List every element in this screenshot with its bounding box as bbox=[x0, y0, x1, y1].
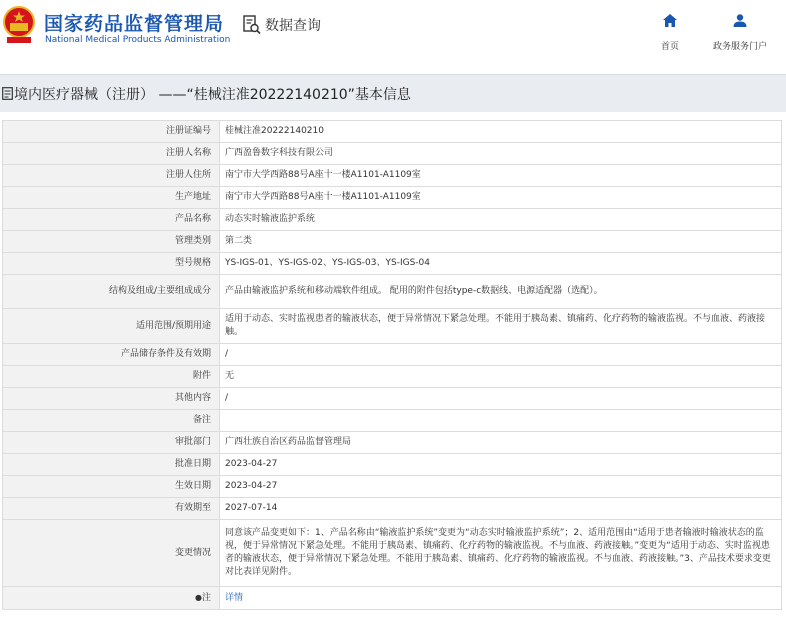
page-title-bar bbox=[0, 74, 786, 112]
field-label: 注册证编号 bbox=[3, 121, 220, 143]
table-row bbox=[3, 275, 782, 309]
site-header bbox=[0, 0, 786, 70]
field-label: 有效期至 bbox=[3, 498, 220, 520]
field-value: YS-IGS-01、YS-IGS-02、YS-IGS-03、YS-IGS-04 bbox=[220, 253, 782, 275]
field-value: 产品由输液监护系统和移动端软件组成。 配用的附件包括type-c数据线、电源适配器（选配）。 bbox=[220, 275, 782, 309]
table-row bbox=[3, 366, 782, 388]
page-title: 境内医疗器械（注册） ——“桂械注准20222140210”基本信息 bbox=[14, 87, 411, 103]
field-label: 注册人名称 bbox=[3, 143, 220, 165]
home-icon bbox=[663, 14, 677, 27]
nav-home-label: 首页 bbox=[660, 42, 679, 52]
field-value: 同意该产品变更如下：1、产品名称由“输液监护系统”变更为“动态实时输液监护系统”；2、适用范围由“适用于患者输液时输液状态的监视，便于异常情况下紧急处理。不能用于胰岛素、镇痛药、化疗药物的输液监视。不与血液、药液接触。”变更为“适用于动态、实时监视患者的输液状态，便于异常情况下紧急处理。不能用于胰岛素、镇痛药、化疗药物的输液监视。不与血液、药液接触。”3、产品技术要求变更对比表详见附件。 bbox=[220, 520, 782, 587]
field-value: 无 bbox=[220, 366, 782, 388]
table-row bbox=[3, 231, 782, 253]
table-row bbox=[3, 209, 782, 231]
field-label: 适用范围/预期用途 bbox=[3, 309, 220, 344]
national-emblem-icon bbox=[2, 6, 36, 44]
table-row bbox=[3, 388, 782, 410]
user-icon bbox=[733, 14, 747, 27]
brand-title[interactable]: 国家药品监督管理局 bbox=[44, 13, 225, 35]
field-value: 广西盈鲁数字科技有限公司 bbox=[220, 143, 782, 165]
note-value-cell bbox=[220, 587, 782, 610]
details-link[interactable]: 详情 bbox=[225, 592, 244, 603]
field-label: 批准日期 bbox=[3, 454, 220, 476]
field-label: 管理类别 bbox=[3, 231, 220, 253]
field-label: 生产地址 bbox=[3, 187, 220, 209]
field-value: / bbox=[220, 344, 782, 366]
data-query-label: 数据查询 bbox=[265, 18, 321, 34]
table-row-note bbox=[3, 587, 782, 610]
field-label: 型号规格 bbox=[3, 253, 220, 275]
field-value: 2023-04-27 bbox=[220, 476, 782, 498]
table-row bbox=[3, 498, 782, 520]
field-value: 南宁市大学西路88号A座十一楼A1101-A1109室 bbox=[220, 187, 782, 209]
document-icon bbox=[2, 87, 13, 100]
field-label: 产品名称 bbox=[3, 209, 220, 231]
field-label: 附件 bbox=[3, 366, 220, 388]
field-label: 产品储存条件及有效期 bbox=[3, 344, 220, 366]
table-row bbox=[3, 520, 782, 587]
table-row bbox=[3, 410, 782, 432]
search-document-icon bbox=[243, 15, 261, 35]
table-row bbox=[3, 253, 782, 275]
field-label: 变更情况 bbox=[3, 520, 220, 587]
table-row bbox=[3, 432, 782, 454]
field-value: 2027-07-14 bbox=[220, 498, 782, 520]
table-row bbox=[3, 454, 782, 476]
field-value: 第二类 bbox=[220, 231, 782, 253]
table-row bbox=[3, 344, 782, 366]
field-value: 南宁市大学西路88号A座十一楼A1101-A1109室 bbox=[220, 165, 782, 187]
table-row bbox=[3, 187, 782, 209]
device-info-table bbox=[2, 120, 782, 610]
field-value: / bbox=[220, 388, 782, 410]
table-row bbox=[3, 309, 782, 344]
table-row bbox=[3, 165, 782, 187]
nav-home[interactable] bbox=[630, 14, 710, 52]
field-label: 生效日期 bbox=[3, 476, 220, 498]
nav-service-portal-label: 政务服务门户 bbox=[712, 42, 767, 52]
brand-subtitle: National Medical Products Administration bbox=[45, 35, 231, 45]
note-label: 注 bbox=[201, 593, 211, 603]
pin-icon: ● bbox=[195, 593, 202, 602]
field-label: 其他内容 bbox=[3, 388, 220, 410]
field-label: 审批部门 bbox=[3, 432, 220, 454]
field-value: 广西壮族自治区药品监督管理局 bbox=[220, 432, 782, 454]
field-value: 动态实时输液监护系统 bbox=[220, 209, 782, 231]
table-row bbox=[3, 143, 782, 165]
field-label: 注册人住所 bbox=[3, 165, 220, 187]
table-row bbox=[3, 121, 782, 143]
table-row bbox=[3, 476, 782, 498]
field-label: 结构及组成/主要组成成分 bbox=[3, 275, 220, 309]
field-value: 2023-04-27 bbox=[220, 454, 782, 476]
field-label: 备注 bbox=[3, 410, 220, 432]
field-value: 桂械注准20222140210 bbox=[220, 121, 782, 143]
note-label-cell bbox=[3, 587, 220, 610]
field-value: 适用于动态、实时监视患者的输液状态，便于异常情况下紧急处理。不能用于胰岛素、镇痛药、化疗药物的输液监视。不与血液、药液接触。 bbox=[220, 309, 782, 344]
field-value bbox=[220, 410, 782, 432]
data-query-link[interactable] bbox=[243, 15, 321, 35]
nav-service-portal[interactable] bbox=[700, 14, 780, 52]
